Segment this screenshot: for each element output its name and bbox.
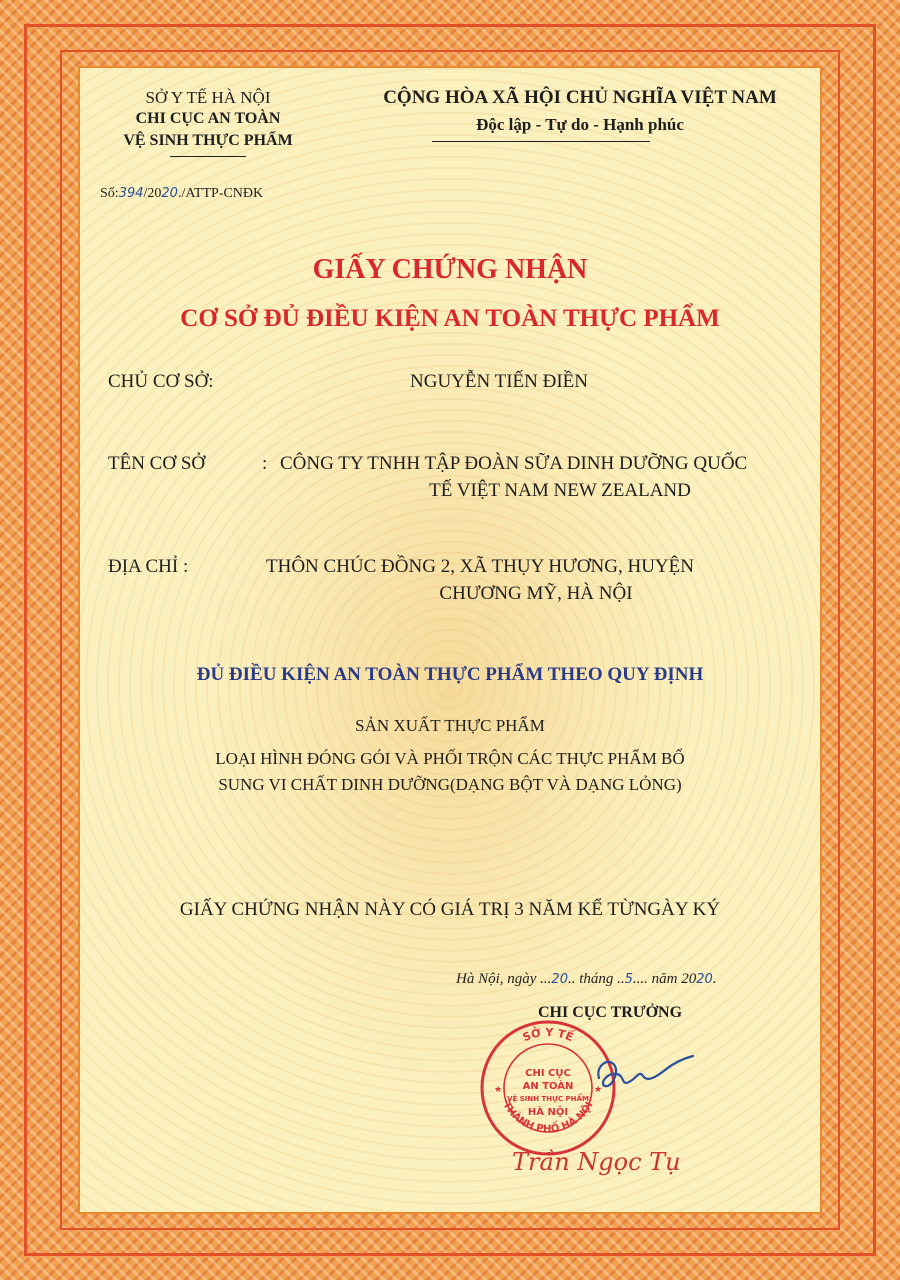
stamp-ring-bottom: THÀNH PHỐ HÀ NỘI [500, 1100, 596, 1136]
conditions-activity: SẢN XUẤT THỰC PHẨM [355, 716, 545, 735]
doc-number [100, 186, 263, 202]
stamp-ring-top: SỞ Y TẾ [520, 1025, 576, 1045]
svg-text:SỞ Y TẾ [521, 1025, 576, 1044]
doc-number-suffix: ./ATTP-CNĐK [177, 186, 264, 201]
date-month: 5 [624, 972, 633, 987]
address-label: ĐỊA CHỈ : [108, 556, 189, 577]
signer-name: Trần Ngọc Tụ [512, 1148, 681, 1176]
certificate-title: GIẤY CHỨNG NHẬN [312, 254, 588, 285]
national-motto: Độc lập - Tự do - Hạnh phúc [476, 115, 684, 134]
validity-statement: GIẤY CHỨNG NHẬN NÀY CÓ GIÁ TRỊ 3 NĂM KỂ TỪNGÀY KÝ [179, 899, 721, 920]
date-year: 20 [696, 972, 713, 987]
owner-value: NGUYỄN TIẾN ĐIỀN [410, 371, 589, 392]
agency-name-line1: CHI CỤC AN TOÀN [135, 110, 281, 127]
facility-name-line1: CÔNG TY TNHH TẬP ĐOÀN SỮA DINH DƯỠNG QUỐC [280, 453, 748, 474]
owner-label: CHỦ CƠ SỞ: [108, 371, 214, 392]
doc-number-value: 394 [118, 186, 144, 201]
doc-number-prefix: Số: [100, 186, 119, 201]
address-line1: THÔN CHÚC ĐỒNG 2, XÃ THỤY HƯƠNG, HUYỆN [266, 556, 694, 577]
issue-date: Hà Nội, ngày ...20.. tháng ..5.... năm 2020. [456, 971, 717, 987]
agency-underline [170, 156, 246, 157]
date-year-label: năm 20 [651, 971, 697, 987]
date-day: 20 [551, 972, 568, 987]
facility-name-line2: TẾ VIỆT NAM NEW ZEALAND [429, 480, 691, 501]
conditions-heading: ĐỦ ĐIỀU KIỆN AN TOÀN THỰC PHẨM THEO QUY ĐỊNH [196, 664, 704, 685]
stamp-mid1: CHI CỤC [525, 1068, 571, 1079]
conditions-type-line2: SUNG VI CHẤT DINH DƯỠNG(DẠNG BỘT VÀ DẠNG LỎNG) [218, 775, 682, 794]
stamp-mid2: AN TOÀN [522, 1081, 574, 1092]
doc-number-year: 20 [161, 186, 178, 201]
facility-name-label: TÊN CƠ SỞ [108, 453, 206, 474]
facility-name-colon: : [262, 453, 268, 474]
date-month-label: tháng [579, 971, 614, 987]
country-name: CỘNG HÒA XÃ HỘI CHỦ NGHĨA VIỆT NAM [383, 87, 777, 108]
agency-parent: SỞ Y TẾ HÀ NỘI [145, 88, 271, 107]
stamp-bottom: HÀ NỘI [527, 1107, 569, 1118]
certificate-body [78, 66, 822, 1214]
address-line2: CHƯƠNG MỸ, HÀ NỘI [439, 583, 633, 604]
conditions-type-line1: LOẠI HÌNH ĐÓNG GÓI VÀ PHỐI TRỘN CÁC THỰC PHẨM BỔ [215, 749, 685, 768]
signer-title: CHI CỤC TRƯỞNG [538, 1004, 683, 1021]
motto-underline [432, 141, 650, 142]
doc-number-sep: /20 [143, 186, 162, 201]
svg-text:★: ★ [494, 1084, 503, 1094]
stamp-mid3: VỆ SINH THỰC PHẨM [507, 1095, 589, 1103]
certificate-subtitle: CƠ SỞ ĐỦ ĐIỀU KIỆN AN TOÀN THỰC PHẨM [180, 305, 720, 332]
agency-name-line2: VỆ SINH THỰC PHẨM [123, 132, 293, 149]
signature-icon [585, 1048, 695, 1098]
svg-text:★: ★ [594, 1084, 603, 1094]
date-prefix: Hà Nội, ngày [456, 971, 537, 987]
